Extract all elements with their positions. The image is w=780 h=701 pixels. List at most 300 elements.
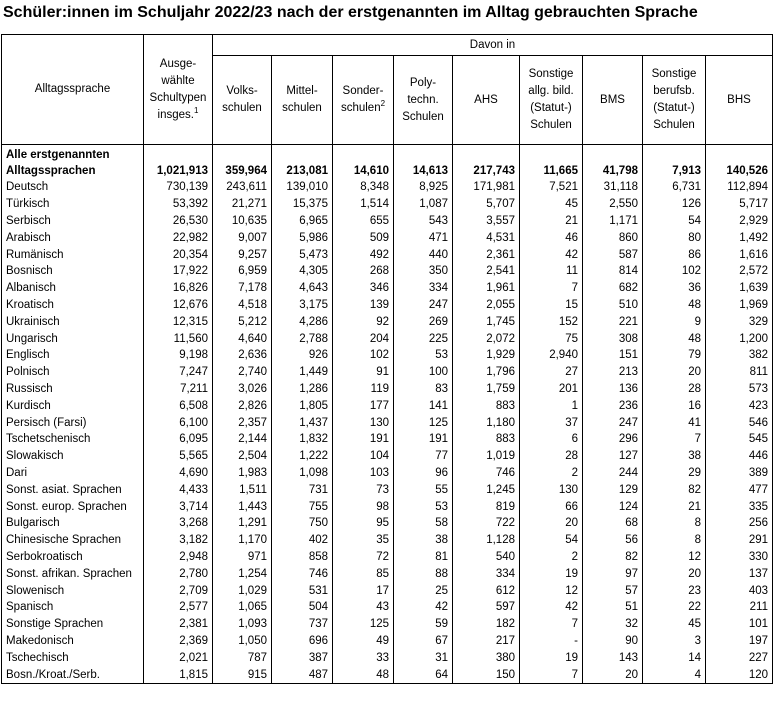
row-label: Bulgarisch [2, 515, 144, 532]
table-cell: 81 [394, 549, 453, 566]
table-cell: 217 [453, 633, 520, 650]
table-cell: 27 [520, 364, 583, 381]
table-cell: 509 [333, 229, 394, 246]
table-cell: 1,171 [583, 213, 643, 230]
table-cell: 1,029 [213, 582, 272, 599]
table-cell: 6,731 [643, 179, 706, 196]
table-cell: 129 [583, 481, 643, 498]
table-cell: 80 [643, 229, 706, 246]
table-row [2, 465, 773, 482]
table-cell: 6 [520, 431, 583, 448]
table-cell: 1,961 [453, 280, 520, 297]
table-cell: 41,798 [583, 145, 643, 180]
table-cell: 28 [520, 448, 583, 465]
table-cell: 7 [520, 280, 583, 297]
table-cell: 1,180 [453, 414, 520, 431]
table-cell: 91 [333, 364, 394, 381]
table-cell: 1,170 [213, 532, 272, 549]
table-cell: 139,010 [272, 179, 333, 196]
table-cell: 86 [643, 246, 706, 263]
table-cell: 2,572 [706, 263, 773, 280]
page-title: Schüler:innen im Schuljahr 2022/23 nach der erstgenannten im Alltag gebrauchten Sprache [3, 4, 698, 21]
table-cell: 471 [394, 229, 453, 246]
table-cell: 4,640 [213, 330, 272, 347]
table-cell: 612 [453, 582, 520, 599]
table-cell: 737 [272, 616, 333, 633]
table-cell: 6,959 [213, 263, 272, 280]
table-cell: 3,026 [213, 381, 272, 398]
table-cell: 1,087 [394, 196, 453, 213]
table-row [2, 196, 773, 213]
header-selected-footnote: 1 [193, 105, 199, 115]
table-cell: 141 [394, 397, 453, 414]
table-cell: 755 [272, 498, 333, 515]
row-label: Deutsch [2, 179, 144, 196]
table-cell: 492 [333, 246, 394, 263]
table-cell: 225 [394, 330, 453, 347]
table-cell: 3,268 [144, 515, 213, 532]
table-cell: 722 [453, 515, 520, 532]
table-cell: 112,894 [706, 179, 773, 196]
table-cell: 125 [333, 616, 394, 633]
table-cell: 1,449 [272, 364, 333, 381]
table-cell: 53 [394, 498, 453, 515]
table-cell: 31,118 [583, 179, 643, 196]
table-cell: 1 [520, 397, 583, 414]
table-cell: 19 [520, 565, 583, 582]
table-cell: 197 [706, 633, 773, 650]
table-cell: 7 [643, 431, 706, 448]
table-cell: 269 [394, 313, 453, 330]
table-row [2, 633, 773, 650]
header-language: Alltagssprache [2, 35, 144, 145]
table-cell: 4,531 [453, 229, 520, 246]
table-row [2, 666, 773, 683]
table-cell: 125 [394, 414, 453, 431]
table-cell: 2,541 [453, 263, 520, 280]
table-cell: 1,511 [213, 481, 272, 498]
table-cell: 4 [643, 666, 706, 683]
table-cell: 655 [333, 213, 394, 230]
table-cell: 12,676 [144, 297, 213, 314]
table-row [2, 280, 773, 297]
table-cell: 48 [643, 330, 706, 347]
table-cell: 382 [706, 347, 773, 364]
table-cell: 14,610 [333, 145, 394, 180]
table-cell: 236 [583, 397, 643, 414]
table-cell: 329 [706, 313, 773, 330]
table-cell: 1,200 [706, 330, 773, 347]
table-cell: 1,291 [213, 515, 272, 532]
table-cell: 2,357 [213, 414, 272, 431]
table-row [2, 498, 773, 515]
table-cell: 7 [520, 616, 583, 633]
table-row [2, 179, 773, 196]
table-cell: 7,521 [520, 179, 583, 196]
table-cell: 120 [706, 666, 773, 683]
table-cell: 7,913 [643, 145, 706, 180]
table-cell: 1,128 [453, 532, 520, 549]
table-cell: 42 [520, 599, 583, 616]
row-label: Tschechisch [2, 649, 144, 666]
header-selected-label: Ausge- wählte Schultypen insges. [149, 57, 207, 121]
table-row [2, 263, 773, 280]
table-cell: 20,354 [144, 246, 213, 263]
table-cell: 150 [453, 666, 520, 683]
table-cell: 7 [520, 666, 583, 683]
table-row [2, 481, 773, 498]
table-cell: 22,982 [144, 229, 213, 246]
table-cell: 1,832 [272, 431, 333, 448]
table-cell: 243,611 [213, 179, 272, 196]
table-cell: 204 [333, 330, 394, 347]
table-cell: 1,437 [272, 414, 333, 431]
table-cell: 971 [213, 549, 272, 566]
table-cell: 291 [706, 532, 773, 549]
table-cell: 2,948 [144, 549, 213, 566]
table-cell: 45 [520, 196, 583, 213]
table-cell: 77 [394, 448, 453, 465]
language-table [1, 34, 773, 684]
table-cell: 12 [643, 549, 706, 566]
header-sonst-allg: Sonstige allg. bild. (Statut-) Schulen [520, 56, 583, 145]
table-cell: 101 [706, 616, 773, 633]
table-cell: 92 [333, 313, 394, 330]
table-cell: 1,983 [213, 465, 272, 482]
row-label: Arabisch [2, 229, 144, 246]
table-cell: 45 [643, 616, 706, 633]
table-cell: 5,717 [706, 196, 773, 213]
table-cell: 21 [643, 498, 706, 515]
table-cell: 41 [643, 414, 706, 431]
table-cell: 247 [394, 297, 453, 314]
table-cell: 2,361 [453, 246, 520, 263]
row-label: Tschetschenisch [2, 431, 144, 448]
table-cell: 3,182 [144, 532, 213, 549]
table-row [2, 397, 773, 414]
table-cell: 152 [520, 313, 583, 330]
table-cell: 2,577 [144, 599, 213, 616]
row-label: Dari [2, 465, 144, 482]
row-label: Makedonisch [2, 633, 144, 650]
table-cell: 126 [643, 196, 706, 213]
table-row [2, 330, 773, 347]
table-cell: 5,473 [272, 246, 333, 263]
table-cell: 330 [706, 549, 773, 566]
header-selected [144, 35, 213, 145]
row-label: Rumänisch [2, 246, 144, 263]
table-row [2, 448, 773, 465]
table-cell: 440 [394, 246, 453, 263]
table-cell: 33 [333, 649, 394, 666]
row-label: Serbokroatisch [2, 549, 144, 566]
table-cell: 23 [643, 582, 706, 599]
table-cell: 213,081 [272, 145, 333, 180]
table-cell: 2,072 [453, 330, 520, 347]
table-row [2, 297, 773, 314]
table-cell: 543 [394, 213, 453, 230]
row-label: Russisch [2, 381, 144, 398]
table-cell: 1,019 [453, 448, 520, 465]
table-row [2, 549, 773, 566]
table-cell: 335 [706, 498, 773, 515]
table-cell: 8 [643, 532, 706, 549]
table-cell: 3,557 [453, 213, 520, 230]
table-cell: 36 [643, 280, 706, 297]
table-row [2, 246, 773, 263]
table-cell: 5,986 [272, 229, 333, 246]
table-cell: 1,050 [213, 633, 272, 650]
table-cell: 731 [272, 481, 333, 498]
table-cell: 858 [272, 549, 333, 566]
table-cell: 403 [706, 582, 773, 599]
table-cell: 104 [333, 448, 394, 465]
table-cell: 16 [643, 397, 706, 414]
table-cell: 8,348 [333, 179, 394, 196]
table-cell: 268 [333, 263, 394, 280]
table-cell: 750 [272, 515, 333, 532]
table-cell: 6,965 [272, 213, 333, 230]
row-label: Kroatisch [2, 297, 144, 314]
row-label: Ungarisch [2, 330, 144, 347]
table-row [2, 414, 773, 431]
row-label: Chinesische Sprachen [2, 532, 144, 549]
table-row [2, 649, 773, 666]
table-cell: 1,929 [453, 347, 520, 364]
table-cell: 682 [583, 280, 643, 297]
table-cell: 2,144 [213, 431, 272, 448]
table-cell: 2,381 [144, 616, 213, 633]
table-cell: 191 [333, 431, 394, 448]
table-cell: 2,369 [144, 633, 213, 650]
table-cell: 487 [272, 666, 333, 683]
table-cell: 20 [643, 565, 706, 582]
table-cell: 545 [706, 431, 773, 448]
table-cell: 59 [394, 616, 453, 633]
table-cell: 102 [643, 263, 706, 280]
table-cell: 12 [520, 582, 583, 599]
table-cell: 334 [453, 565, 520, 582]
table-cell: 82 [643, 481, 706, 498]
table-cell: 98 [333, 498, 394, 515]
table-cell: 20 [583, 666, 643, 683]
header-sonst-beruf: Sonstige berufsb. (Statut-) Schulen [643, 56, 706, 145]
table-cell: 12,315 [144, 313, 213, 330]
table-cell: 389 [706, 465, 773, 482]
table-cell: 64 [394, 666, 453, 683]
table-cell: 915 [213, 666, 272, 683]
header-bms: BMS [583, 56, 643, 145]
table-row [2, 213, 773, 230]
table-cell: 48 [333, 666, 394, 683]
header-davon: Davon in [213, 35, 773, 56]
table-cell: 746 [272, 565, 333, 582]
table-body [2, 145, 773, 684]
table-cell: 2,788 [272, 330, 333, 347]
table-cell: 4,305 [272, 263, 333, 280]
table-cell: 477 [706, 481, 773, 498]
row-label: Serbisch [2, 213, 144, 230]
table-cell: 83 [394, 381, 453, 398]
table-cell: 6,100 [144, 414, 213, 431]
table-cell: 446 [706, 448, 773, 465]
table-cell: 247 [583, 414, 643, 431]
table-cell: 31 [394, 649, 453, 666]
row-label: Türkisch [2, 196, 144, 213]
table-cell: 127 [583, 448, 643, 465]
row-label: Spanisch [2, 599, 144, 616]
table-cell: 6,508 [144, 397, 213, 414]
table-cell: 696 [272, 633, 333, 650]
table-cell: 124 [583, 498, 643, 515]
table-cell: 2,055 [453, 297, 520, 314]
table-row [2, 381, 773, 398]
table-cell: 7,178 [213, 280, 272, 297]
table-cell: 42 [520, 246, 583, 263]
table-cell: 2,709 [144, 582, 213, 599]
row-label: Englisch [2, 347, 144, 364]
table-cell: 1,969 [706, 297, 773, 314]
table-cell: 73 [333, 481, 394, 498]
table-cell: 14,613 [394, 145, 453, 180]
table-cell: 1,745 [453, 313, 520, 330]
table-cell: 3 [643, 633, 706, 650]
row-label: Alle erstgenannten Alltagssprachen [2, 145, 144, 180]
table-row [2, 515, 773, 532]
table-cell: 1,254 [213, 565, 272, 582]
table-cell: 82 [583, 549, 643, 566]
table-cell: 5,565 [144, 448, 213, 465]
table-cell: 56 [583, 532, 643, 549]
row-label: Bosn./Kroat./Serb. [2, 666, 144, 683]
table-cell: 1,245 [453, 481, 520, 498]
table-cell: 25 [394, 582, 453, 599]
table-cell: 21,271 [213, 196, 272, 213]
table-cell: 9 [643, 313, 706, 330]
table-cell: 20 [643, 364, 706, 381]
table-cell: 4,518 [213, 297, 272, 314]
table-cell: 1,492 [706, 229, 773, 246]
table-cell: 55 [394, 481, 453, 498]
table-cell: 10,635 [213, 213, 272, 230]
table-cell: 11,560 [144, 330, 213, 347]
header-volks: Volks- schulen [213, 56, 272, 145]
table-cell: 2,021 [144, 649, 213, 666]
table-cell: 136 [583, 381, 643, 398]
table-cell: 21 [520, 213, 583, 230]
table-cell: 22 [643, 599, 706, 616]
table-cell: 88 [394, 565, 453, 582]
table-cell: 814 [583, 263, 643, 280]
table-cell: 244 [583, 465, 643, 482]
table-cell: 17 [333, 582, 394, 599]
table-cell: 1,805 [272, 397, 333, 414]
table-cell: 2,504 [213, 448, 272, 465]
table-cell: 72 [333, 549, 394, 566]
table-cell: 380 [453, 649, 520, 666]
table-cell: 730,139 [144, 179, 213, 196]
table-cell: 346 [333, 280, 394, 297]
table-cell: 191 [394, 431, 453, 448]
table-row [2, 532, 773, 549]
table-cell: 926 [272, 347, 333, 364]
table-cell: 8 [643, 515, 706, 532]
table-cell: 119 [333, 381, 394, 398]
table-row [2, 313, 773, 330]
table-cell: 151 [583, 347, 643, 364]
table-cell: 296 [583, 431, 643, 448]
table-cell: 1,065 [213, 599, 272, 616]
table-cell: 137 [706, 565, 773, 582]
table-cell: 1,796 [453, 364, 520, 381]
table-cell: 2,740 [213, 364, 272, 381]
table-cell: 4,643 [272, 280, 333, 297]
table-cell: 1,443 [213, 498, 272, 515]
table-cell: 171,981 [453, 179, 520, 196]
table-cell: 95 [333, 515, 394, 532]
table-cell: 11 [520, 263, 583, 280]
header-ahs: AHS [453, 56, 520, 145]
table-cell: 6,095 [144, 431, 213, 448]
table-cell: 4,433 [144, 481, 213, 498]
table-row [2, 347, 773, 364]
table-cell: 1,222 [272, 448, 333, 465]
table-cell: 97 [583, 565, 643, 582]
header-poly: Poly- techn. Schulen [394, 56, 453, 145]
table-cell: 68 [583, 515, 643, 532]
table-cell: 20 [520, 515, 583, 532]
table-cell: 350 [394, 263, 453, 280]
table-cell: 531 [272, 582, 333, 599]
table-cell: 11,665 [520, 145, 583, 180]
table-cell: 7,211 [144, 381, 213, 398]
table-cell: 819 [453, 498, 520, 515]
table-cell: 2,940 [520, 347, 583, 364]
table-cell: 597 [453, 599, 520, 616]
table-cell: 811 [706, 364, 773, 381]
table-cell: 308 [583, 330, 643, 347]
table-cell: 32 [583, 616, 643, 633]
table-cell: 2 [520, 549, 583, 566]
table-cell: 43 [333, 599, 394, 616]
table-cell: 48 [643, 297, 706, 314]
row-label: Ukrainisch [2, 313, 144, 330]
table-cell: 139 [333, 297, 394, 314]
table-row [2, 364, 773, 381]
table-cell: 2,780 [144, 565, 213, 582]
table-cell: 1,759 [453, 381, 520, 398]
table-cell: 16,826 [144, 280, 213, 297]
table-cell: 130 [520, 481, 583, 498]
table-cell: 54 [643, 213, 706, 230]
table-cell: 100 [394, 364, 453, 381]
table-cell: 85 [333, 565, 394, 582]
table-cell: 8,925 [394, 179, 453, 196]
row-label: Bosnisch [2, 263, 144, 280]
table-cell: 75 [520, 330, 583, 347]
table-cell: 29 [643, 465, 706, 482]
table-cell: 96 [394, 465, 453, 482]
table-cell: 79 [643, 347, 706, 364]
table-cell: 2,550 [583, 196, 643, 213]
total-row [2, 145, 773, 180]
table-cell: 860 [583, 229, 643, 246]
row-label: Persisch (Farsi) [2, 414, 144, 431]
header-mittel: Mittel- schulen [272, 56, 333, 145]
table-cell: 1,098 [272, 465, 333, 482]
table-cell: 213 [583, 364, 643, 381]
row-label: Sonst. europ. Sprachen [2, 498, 144, 515]
